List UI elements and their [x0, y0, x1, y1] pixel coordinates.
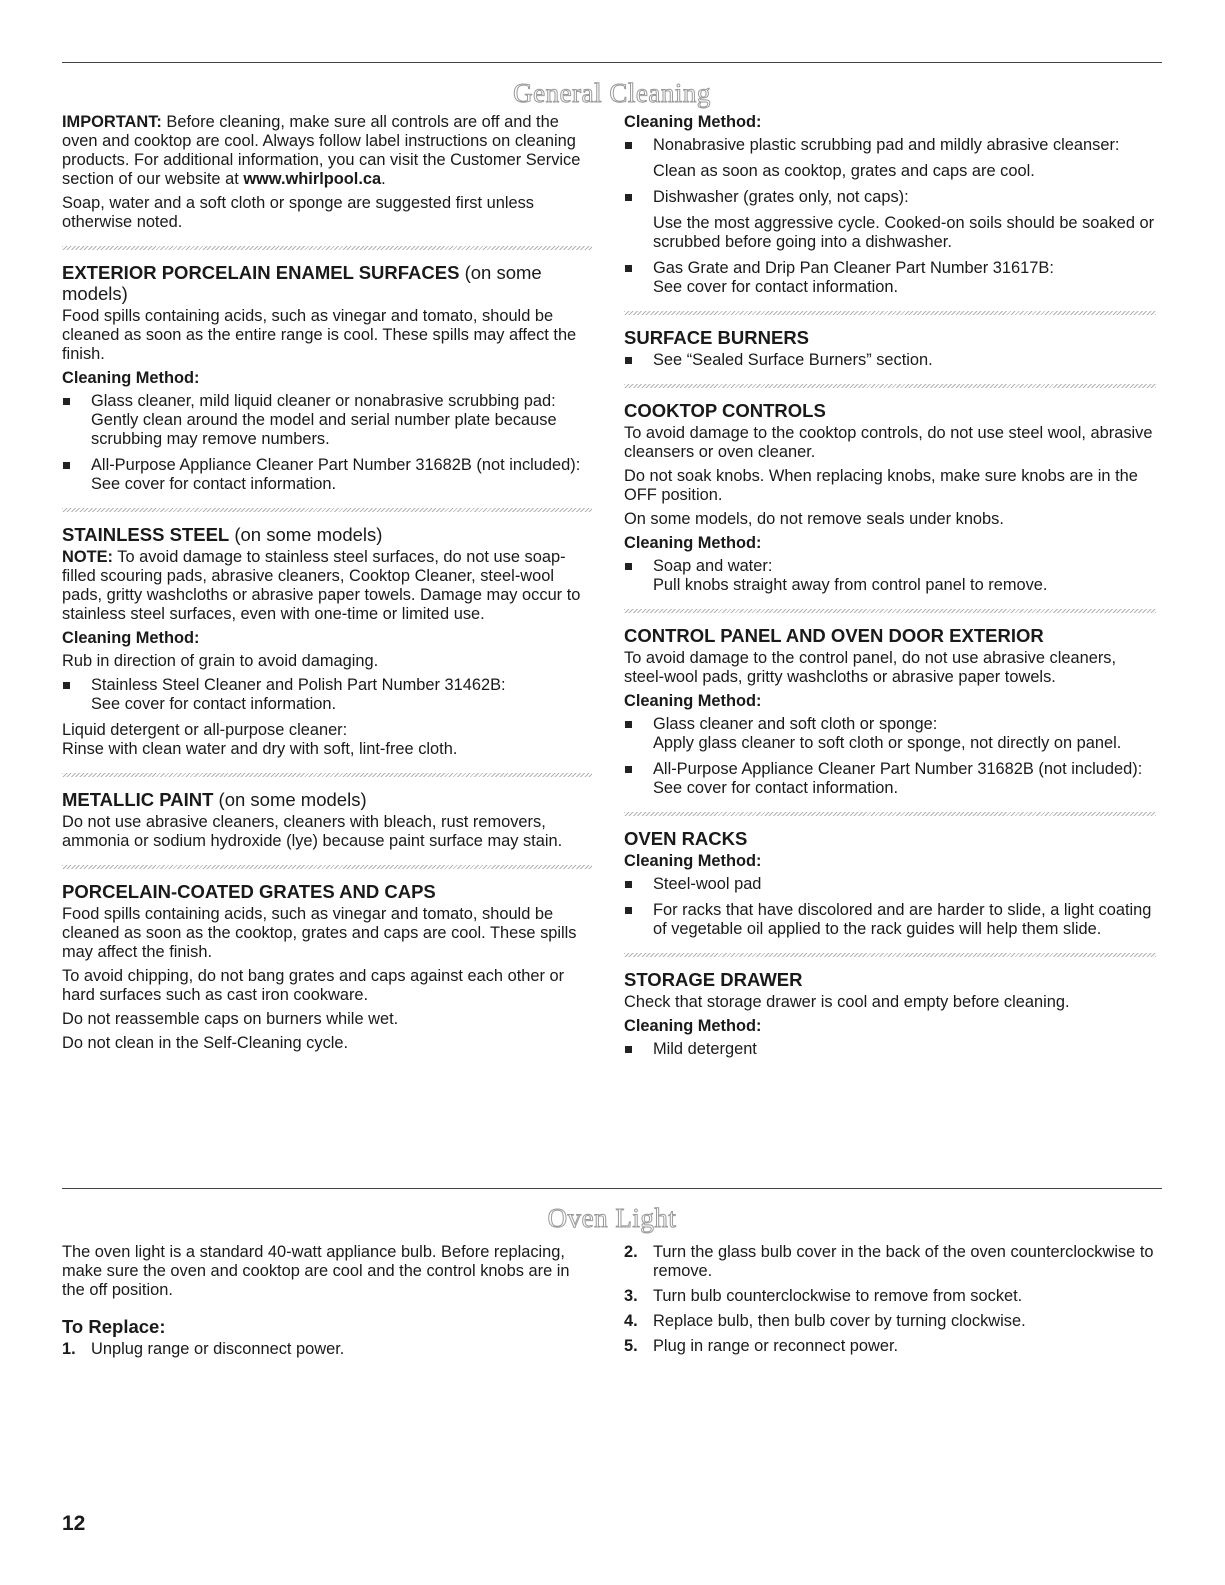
general-cleaning-title: General Cleaning: [513, 78, 711, 108]
metallic-heading-text: METALLIC PAINT: [62, 789, 214, 810]
oven-light-title: Oven Light: [547, 1203, 677, 1233]
oven-racks-heading: OVEN RACKS: [624, 828, 748, 849]
list-item: [624, 760, 1156, 798]
bullet-sub: Pull knobs straight away from control panel to remove.: [653, 576, 1048, 594]
bullet-sub: See cover for contact information.: [653, 278, 899, 296]
cooktop-controls-method-label: Cleaning Method:: [624, 534, 762, 552]
important-paragraph: [62, 113, 592, 189]
bullet-main: Glass cleaner and soft cloth or sponge:: [653, 715, 938, 733]
metallic-text: Do not use abrasive cleaners, cleaners with bleach, rust removers, ammonia or sodium hydroxide (lye) because paint surface may stain.: [62, 813, 563, 850]
step-number: 3.: [624, 1287, 638, 1305]
stainless-heading-text: STAINLESS STEEL: [62, 524, 230, 545]
stainless-rub-text: Rub in direction of grain to avoid damaging.: [62, 652, 379, 670]
top-rule: [62, 62, 1162, 63]
cooktop-controls-p2: Do not soak knobs. When replacing knobs, make sure knobs are in the OFF position.: [624, 467, 1138, 504]
bullet-main: All-Purpose Appliance Cleaner Part Number 31682B (not included):: [91, 456, 581, 474]
list-item: Mild detergent: [624, 1040, 1156, 1059]
grates-method-label: Cleaning Method:: [624, 113, 762, 131]
control-panel-method-label: Cleaning Method:: [624, 692, 762, 710]
bullet-main: Glass cleaner, mild liquid cleaner or nonabrasive scrubbing pad:: [91, 392, 556, 410]
exterior-heading-suffix: (on some models): [62, 262, 542, 304]
bullet-main: Nonabrasive plastic scrubbing pad and mildly abrasive cleanser:: [653, 136, 1120, 154]
list-item: [62, 676, 592, 714]
step-number: 5.: [624, 1337, 638, 1355]
exterior-heading-text: EXTERIOR PORCELAIN ENAMEL SURFACES: [62, 262, 460, 283]
stainless-liquid: [62, 721, 592, 759]
website-link[interactable]: www.whirlpool.ca: [243, 170, 382, 188]
list-item: [624, 1243, 1156, 1281]
storage-text: Check that storage drawer is cool and empty before cleaning.: [624, 993, 1070, 1011]
important-end: .: [381, 170, 386, 188]
grates-p4: Do not clean in the Self-Cleaning cycle.: [62, 1034, 349, 1052]
important-label: IMPORTANT:: [62, 113, 162, 131]
stainless-heading: [62, 524, 592, 545]
cooktop-controls-p3: On some models, do not remove seals under knobs.: [624, 510, 1004, 528]
control-panel-heading: CONTROL PANEL AND OVEN DOOR EXTERIOR: [624, 625, 1044, 646]
soap-paragraph: Soap, water and a soft cloth or sponge are suggested first unless otherwise noted.: [62, 194, 534, 231]
metallic-heading: [62, 789, 592, 810]
step-text: Turn bulb counterclockwise to remove from socket.: [653, 1287, 1023, 1305]
list-item: [624, 557, 1156, 595]
oven-light-left-column: [62, 1243, 592, 1365]
list-item: [624, 188, 1156, 207]
bullet-sub: See cover for contact information.: [91, 695, 337, 713]
separator: [624, 812, 1156, 816]
list-item: [624, 136, 1156, 155]
bullet-detail: Use the most aggressive cycle. Cooked-on soils should be soaked or scrubbed before going into a dishwasher.: [653, 214, 1155, 251]
bullet-main: Soap and water:: [653, 557, 773, 575]
general-cleaning-left-column: [62, 113, 592, 1058]
list-item: [62, 392, 592, 449]
list-item: [624, 1312, 1156, 1331]
separator: [62, 246, 592, 250]
step-text: Turn the glass bulb cover in the back of the oven counterclockwise to remove.: [653, 1243, 1154, 1280]
stainless-heading-suffix: (on some models): [229, 524, 383, 545]
exterior-heading: [62, 262, 592, 304]
burners-heading: SURFACE BURNERS: [624, 327, 810, 348]
list-item: [624, 1337, 1156, 1356]
oven-light-right-column: [624, 1243, 1156, 1362]
exterior-text: Food spills containing acids, such as vinegar and tomato, should be cleaned as soon as the entire range is cool. These spills may affect the finish.: [62, 307, 577, 363]
oven-light-intro: The oven light is a standard 40-watt appliance bulb. Before replacing, make sure the oven and cooktop are cool and the control knobs are in the off position.: [62, 1243, 570, 1299]
step-text: Replace bulb, then bulb cover by turning clockwise.: [653, 1312, 1026, 1330]
general-cleaning-right-column: [624, 113, 1156, 1066]
separator: [624, 609, 1156, 613]
list-item: [624, 259, 1156, 297]
liquid-line-1: Liquid detergent or all-purpose cleaner:: [62, 721, 348, 739]
separator: [624, 384, 1156, 388]
bullet-detail: Clean as soon as cooktop, grates and caps are cool.: [653, 162, 1035, 180]
note-text: To avoid damage to stainless steel surfaces, do not use soap-filled scouring pads, abrasive cleaners, Cooktop Cleaner, steel-wool pads, gritty washcloths or abrasive paper towels. Damage may occur to stainless steel surfaces, even with one-time or limited use.: [62, 548, 581, 623]
bullet-main: All-Purpose Appliance Cleaner Part Number 31682B (not included):: [653, 760, 1143, 778]
list-item: Steel-wool pad: [624, 875, 1156, 894]
bullet-sub: See cover for contact information.: [91, 475, 337, 493]
bullet-main: Stainless Steel Cleaner and Polish Part Number 31462B:: [91, 676, 506, 694]
separator: [62, 508, 592, 512]
grates-p3: Do not reassemble caps on burners while wet.: [62, 1010, 399, 1028]
exterior-method-label: Cleaning Method:: [62, 369, 200, 387]
to-replace-heading: To Replace:: [62, 1316, 166, 1337]
step-text: Unplug range or disconnect power.: [91, 1340, 345, 1358]
list-item: [62, 456, 592, 494]
bullet-sub: Apply glass cleaner to soft cloth or sponge, not directly on panel.: [653, 734, 1122, 752]
metallic-heading-suffix: (on some models): [213, 789, 367, 810]
bullet-sub: See cover for contact information.: [653, 779, 899, 797]
liquid-line-2: Rinse with clean water and dry with soft, lint-free cloth.: [62, 740, 458, 758]
separator: [624, 311, 1156, 315]
storage-method-label: Cleaning Method:: [624, 1017, 762, 1035]
grates-p1: Food spills containing acids, such as vinegar and tomato, should be cleaned as soon as the cooktop, grates and caps are cool. These spills may affect the finish.: [62, 905, 577, 961]
list-item: [62, 1340, 592, 1359]
separator: [624, 953, 1156, 957]
cooktop-controls-heading: COOKTOP CONTROLS: [624, 400, 826, 421]
oven-light-rule: [62, 1188, 1162, 1189]
note-label: NOTE:: [62, 548, 113, 566]
step-number: 2.: [624, 1243, 638, 1261]
list-item: [624, 715, 1156, 753]
bullet-main: Gas Grate and Drip Pan Cleaner Part Number 31617B:: [653, 259, 1054, 277]
bullet-main: Dishwasher (grates only, not caps):: [653, 188, 909, 206]
stainless-note: [62, 548, 592, 624]
list-item: See “Sealed Surface Burners” section.: [624, 351, 1156, 370]
list-item: [624, 1287, 1156, 1306]
step-text: Plug in range or reconnect power.: [653, 1337, 899, 1355]
separator: [62, 865, 592, 869]
grates-p2: To avoid chipping, do not bang grates and caps against each other or hard surfaces such as cast iron cookware.: [62, 967, 565, 1004]
storage-heading: STORAGE DRAWER: [624, 969, 803, 990]
control-panel-text: To avoid damage to the control panel, do not use abrasive cleaners, steel-wool pads, gritty washcloths or abrasive paper towels.: [624, 649, 1117, 686]
bullet-sub: Gently clean around the model and serial number plate because scrubbing may remove numbers.: [91, 411, 557, 448]
important-text: Before cleaning, make sure all controls are off and the oven and cooktop are cool. Always follow label instructions on cleaning products. For additional information, you can visit the Customer Service section of our website at: [62, 113, 581, 188]
stainless-method-label: Cleaning Method:: [62, 629, 200, 647]
oven-racks-method-label: Cleaning Method:: [624, 852, 762, 870]
page-number: 12: [62, 1512, 86, 1535]
grates-heading: PORCELAIN-COATED GRATES AND CAPS: [62, 881, 436, 902]
step-number: 4.: [624, 1312, 638, 1330]
list-item: For racks that have discolored and are harder to slide, a light coating of vegetable oil applied to the rack guides will help them slide.: [624, 901, 1156, 939]
step-number: 1.: [62, 1340, 76, 1358]
cooktop-controls-p1: To avoid damage to the cooktop controls, do not use steel wool, abrasive cleansers or oven cleaner.: [624, 424, 1153, 461]
separator: [62, 773, 592, 777]
